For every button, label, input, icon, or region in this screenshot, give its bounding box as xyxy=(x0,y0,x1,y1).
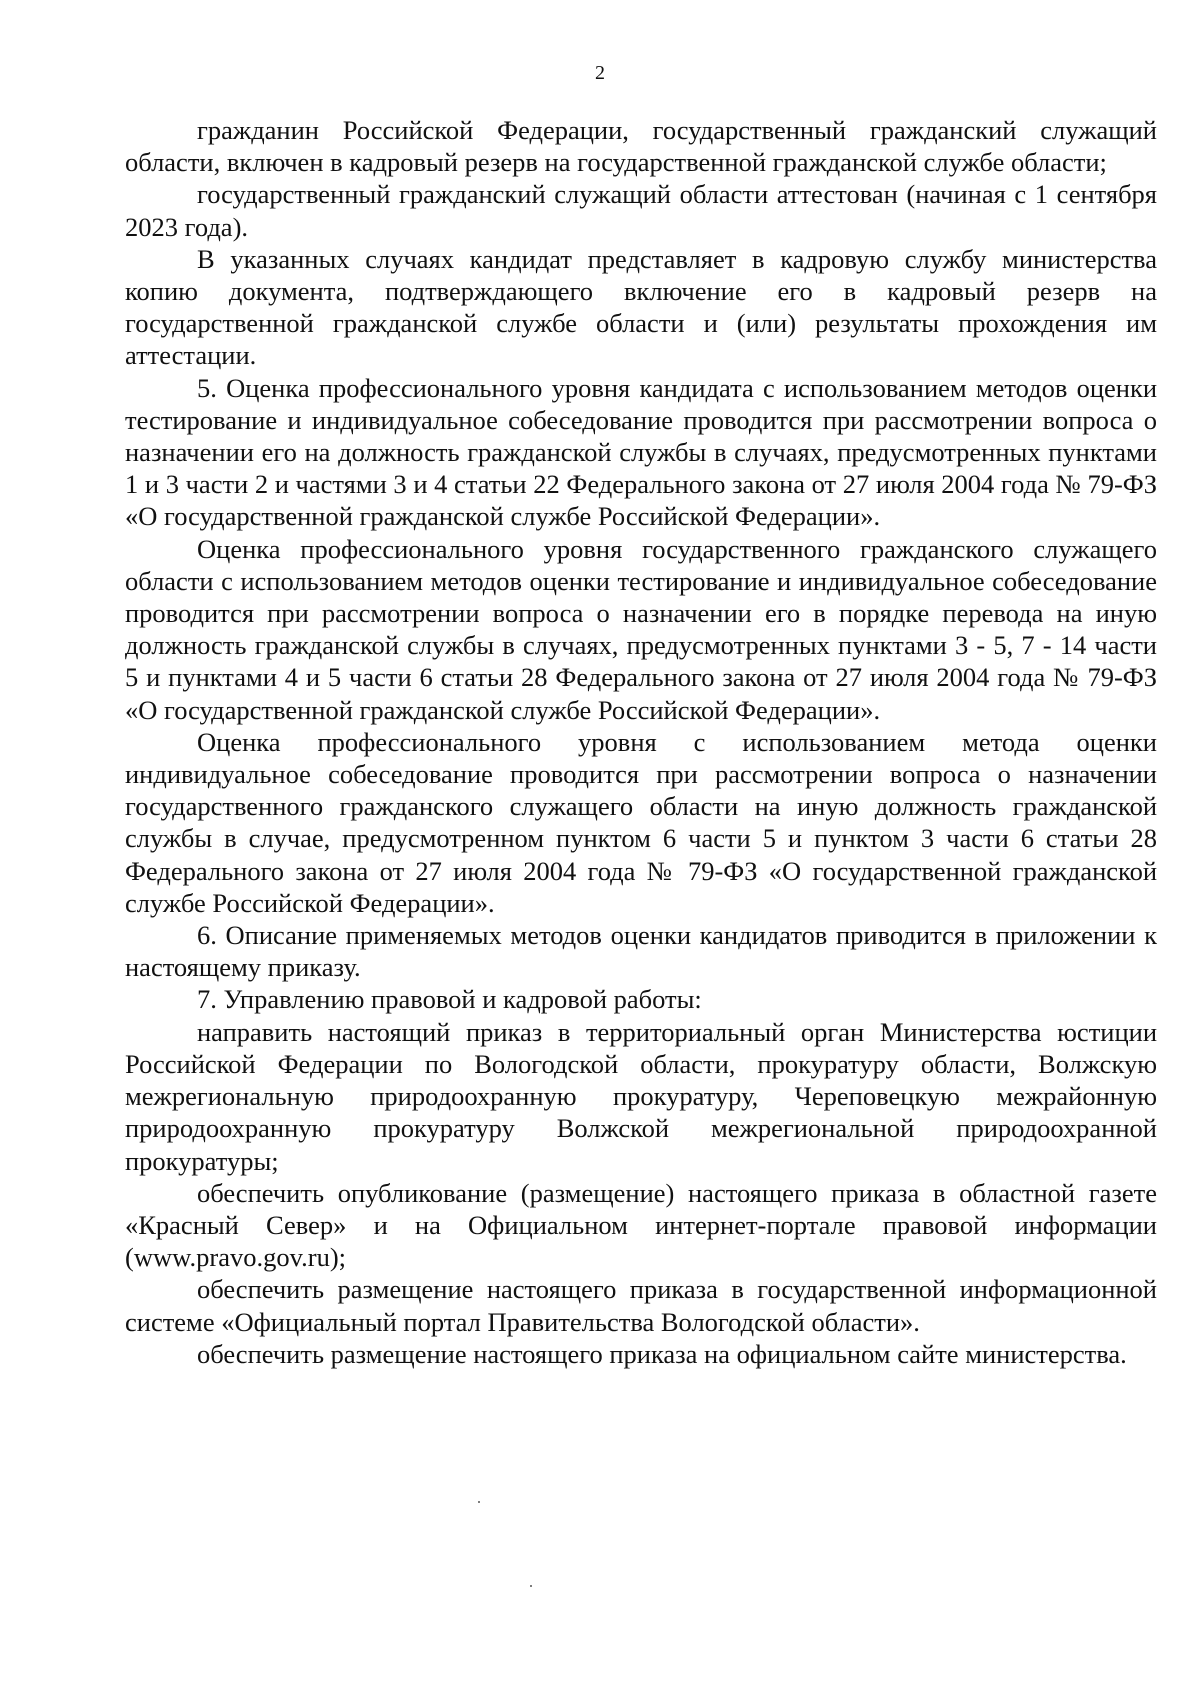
paragraph-publish-website: обеспечить размещение настоящего приказа на официальном сайте министерства. xyxy=(197,1338,1127,1369)
document-body xyxy=(125,114,1157,1370)
paragraph-attestation: государственный гражданский служащий области аттестован (начиная с 1 сентября 2023 года). xyxy=(125,179,1157,242)
paragraph-send-order: направить настоящий приказ в территориальный орган Министерства юстиции Российской Федерации по Вологодской области, прокуратуру области, Волжскую межрегиональную природоохранную прокуратуру, Череповецкую межрайонную природоохранную прокуратуру Волжской межрегиональной природоохранной прокуратуры; xyxy=(125,1016,1157,1176)
paragraph-item-7: 7. Управлению правовой и кадровой работы: xyxy=(197,984,702,1015)
paragraph-transfer-assessment: Оценка профессионального уровня государственного гражданского служащего области с использованием методов оценки тестирование и индивидуальное собеседование проводится при рассмотрении вопроса о назначении его в порядке перевода на иную должность гражданской службы в случаях, предусмотренных пунктами 3 - 5, 7 - 14 части 5 и пунктами 4 и 5 части 6 статьи 28 Федерального закона от 27 июля 2004 года № 79-ФЗ «О государственной гражданской службе Российской Федерации». xyxy=(125,533,1157,725)
paragraph-publish-portal: обеспечить размещение настоящего приказа в государственной информационной системе «Официальный портал Правительства Вологодской области». xyxy=(125,1274,1157,1337)
paragraph-interview-assessment: Оценка профессионального уровня с использованием метода оценки индивидуальное собеседование проводится при рассмотрении вопроса о назначении государственного гражданского служащего области на иную должность гражданской службы в случае, предусмотренном пунктом 6 части 5 и пунктом 3 части 6 статьи 28 Федерального закона от 27 июля 2004 года № 79-ФЗ «О государственной гражданской службе Российской Федерации». xyxy=(125,726,1157,918)
page-number: 2 xyxy=(595,62,605,84)
scan-speck xyxy=(530,1585,532,1587)
paragraph-document-copy: В указанных случаях кандидат представляет в кадровую службу министерства копию документа, подтверждающего включение его в кадровый резерв на государственной гражданской службе области и (или) результаты прохождения им аттестации. xyxy=(125,243,1157,371)
paragraph-item-5: 5. Оценка профессионального уровня кандидата с использованием методов оценки тестирование и индивидуальное собеседование проводится при рассмотрении вопроса о назначении его на должность гражданской службы в случаях, предусмотренных пунктами 1 и 3 части 2 и частями 3 и 4 статьи 22 Федерального закона от 27 июля 2004 года № 79-ФЗ «О государственной гражданской службе Российской Федерации». xyxy=(125,372,1157,532)
scan-speck xyxy=(478,1501,480,1503)
paragraph-citizen-reserve: гражданин Российской Федерации, государственный гражданский служащий области, включен в кадровый резерв на государственной гражданской службе области; xyxy=(125,115,1157,178)
paragraph-publish-newspaper: обеспечить опубликование (размещение) настоящего приказа в областной газете «Красный Север» и на Официальном интернет-портале правовой информации (www.pravo.gov.ru); xyxy=(125,1177,1157,1273)
paragraph-item-6: 6. Описание применяемых методов оценки кандидатов приводится в приложении к настоящему приказу. xyxy=(125,920,1157,983)
